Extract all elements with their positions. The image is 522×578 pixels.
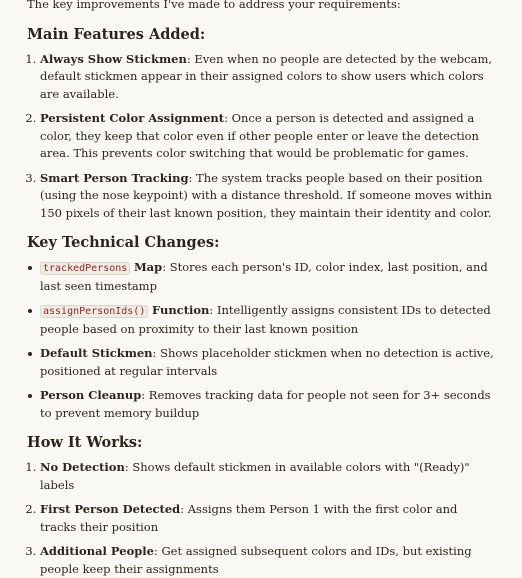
item-title: Person Cleanup [40,388,142,402]
list-item [40,459,494,494]
item-title: Map [133,260,163,274]
bullet-icon [28,266,32,270]
item-title: No Detection [40,460,125,474]
intro-text: The key improvements I've made to address your requirements: [27,0,401,11]
list-item [40,110,494,163]
item-title: Function [152,303,210,317]
item-text: : Assigns them Person 1 with the first color and tracks their position [40,502,458,534]
item-title: Additional People [40,544,154,558]
item-title: Smart Person Tracking [40,170,189,185]
item-text: : Shows default stickmen in available colors with "(Ready)" labels [40,460,470,492]
item-text: : Once a person is detected and assigned a color, they keep that color even if other people enter or leave the detection area. This prevents color switching that would be problematic for games. [40,111,479,160]
heading-how-it-works: How It Works: [27,434,143,451]
item-title: Default Stickmen [40,346,153,360]
inline-code: trackedPersons [40,262,130,275]
item-title: First Person Detected [40,502,181,516]
main-features-list [27,51,494,223]
how-it-works-list [27,459,494,578]
list-item [40,543,494,578]
item-text: : Removes tracking data for people not seen for 3+ seconds to prevent memory buildup [40,388,491,420]
bullet-icon [28,394,32,398]
list-item [27,302,494,338]
list-item [27,387,494,422]
list-item [27,259,494,295]
item-text: : Even when no people are detected by the webcam, default stickmen appear in their assigned colors to show users which colors are available. [40,51,493,101]
item-text: : The system tracks people based on their position (using the nose keypoint) with a distance threshold. If someone moves within 150 pixels of their last known position, they maintain their identity and color. [40,170,492,220]
item-title: Persistent Color Assignment [40,111,225,125]
item-text: : Stores each person's ID, color index, last position, and last seen timestamp [40,260,488,293]
heading-technical-changes: Key Technical Changes: [27,234,220,251]
item-text: : Get assigned subsequent colors and IDs, but existing people keep their assignments [40,544,472,576]
list-item [40,51,494,104]
item-text: : Intelligently assigns consistent IDs to detected people based on proximity to their last known position [40,303,491,336]
list-item [40,170,494,223]
inline-code: assignPersonIds() [40,305,148,318]
bullet-icon [28,309,32,313]
technical-changes-list [27,259,494,422]
list-item [27,345,494,380]
list-item [40,501,494,536]
item-text: : Shows placeholder stickmen when no detection is active, positioned at regular intervals [40,346,494,378]
heading-main-features: Main Features Added: [27,25,206,43]
bullet-icon [28,352,32,356]
item-title: Always Show Stickmen [40,51,187,66]
